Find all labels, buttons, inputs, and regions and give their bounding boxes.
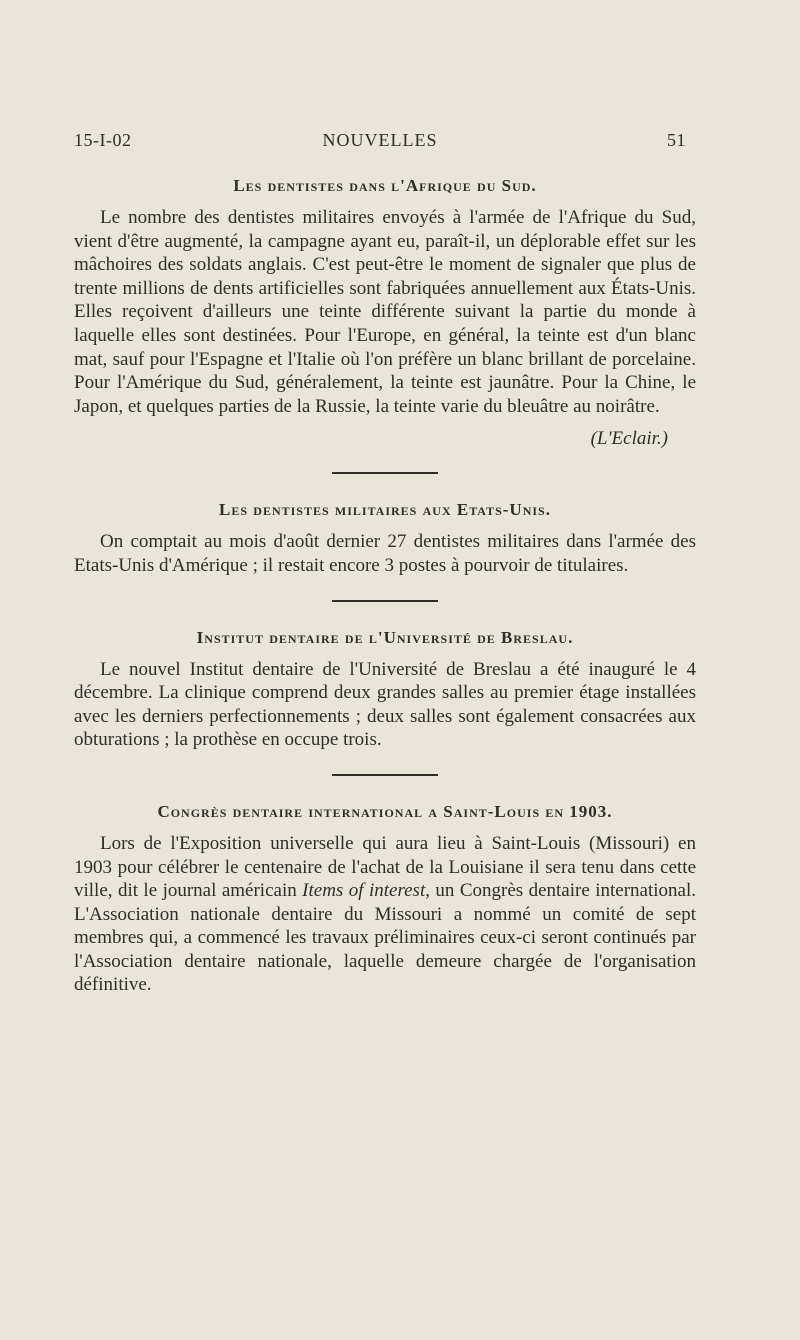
page-content xyxy=(74,176,696,997)
running-title: NOUVELLES xyxy=(322,130,438,150)
header-date: 15-I-02 xyxy=(74,130,132,150)
article-body: Le nouvel Institut dentaire de l'Université de Breslau a été inauguré le 4 décembre. La clinique comprend deux grandes salles au premier étage installées avec les derniers perfectionnements ; deux salles sont également consacrées aux obturations ; la prothèse en occupe trois. xyxy=(74,658,696,751)
article-saint-louis xyxy=(74,802,696,997)
article-breslau xyxy=(74,628,696,752)
article-title: Congrès dentaire international a Saint-Louis en 1903. xyxy=(157,801,613,821)
article-etats-unis xyxy=(74,500,696,577)
article-source: (L'Eclair.) xyxy=(590,428,668,450)
article-body-start: Lors de l'Exposition universelle qui aura lieu à Saint-Louis (Missouri) en 1903 pour célébrer le centenaire de l'achat de la Louisiane il sera tenu dans cette ville, dit le journal américain xyxy=(74,832,696,902)
article-title: Les dentistes dans l'Afrique du Sud. xyxy=(233,176,537,195)
article-body-end: , un Congrès dentaire international. L'Association nationale dentaire du Missouri a nommé un comité de sept membres qui, a commencé les travaux préliminaires ceux-ci seront continués par l'Association dentaire nationale, laquelle demeure chargée de l'organisation définitive. xyxy=(74,880,696,996)
page-number: 51 xyxy=(667,130,686,150)
running-header xyxy=(74,130,686,158)
journal-title: Items of interest xyxy=(302,880,426,902)
article-body xyxy=(74,832,696,997)
article-afrique-du-sud xyxy=(74,176,696,450)
article-body: Le nombre des dentistes militaires envoyés à l'armée de l'Afrique du Sud, vient d'être augmenté, la campagne ayant eu, paraît-il, un déplorable effet sur les mâchoires des soldats anglais. C'est peut-être le moment de signaler que plus de trente millions de dents artificielles sont fabriquées annuellement aux États-Unis. Elles reçoivent d'ailleurs une teinte différente suivant la partie du monde à laquelle elles sont destinées. Pour l'Europe, en général, la teinte est d'un blanc mat, sauf pour l'Espagne et l'Italie où l'on préfère un blanc brillant de porcelaine. Pour l'Amérique du Sud, généralement, la teinte est jaunâtre. Pour la Chine, le Japon, et quelques parties de la Russie, la teinte varie du bleuâtre au noirâtre. xyxy=(74,207,696,417)
article-title: Institut dentaire de l'Université de Breslau. xyxy=(196,627,574,647)
article-title: Les dentistes militaires aux Etats-Unis. xyxy=(219,500,551,520)
article-body: On comptait au mois d'août dernier 27 dentistes militaires dans l'armée des Etats-Unis d'Amérique ; il restait encore 3 postes à pourvoir de titulaires. xyxy=(74,531,696,576)
